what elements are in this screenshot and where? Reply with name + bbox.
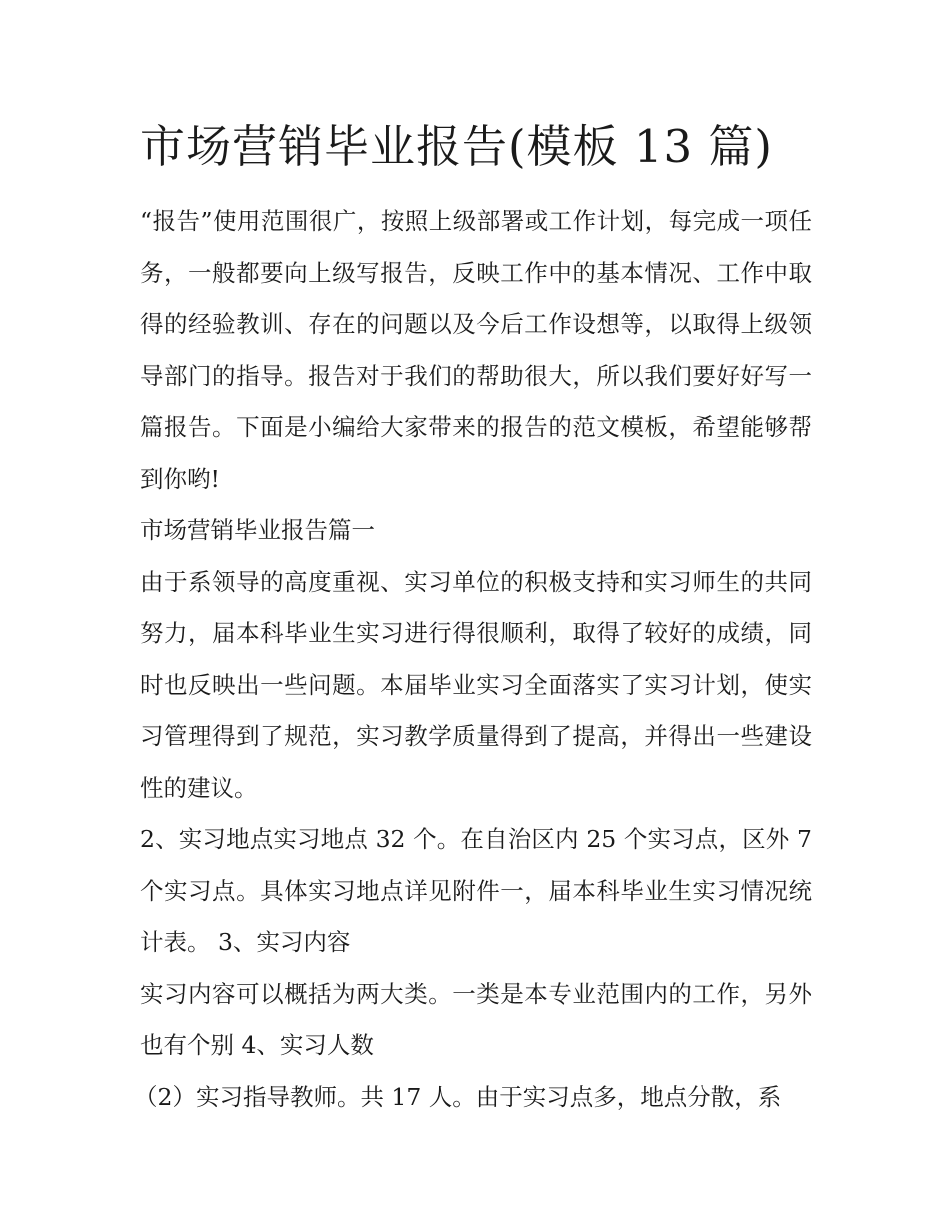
body-paragraph: （2）实习指导教师。共 17 人。由于实习点多，地点分散，系 — [134, 1082, 782, 1111]
document-title: 市场营销毕业报告(模板 13 篇) — [140, 120, 773, 173]
document-body — [134, 196, 812, 1123]
body-paragraph: 实习内容可以概括为两大类。一类是本专业范围内的工作，另外也有个别 4、实习人数 — [140, 979, 812, 1059]
body-paragraph: 由于系领导的高度重视、实习单位的积极支持和实习师生的共同努力，届本科毕业生实习进行得很顺利，取得了较好的成绩，同时也反映出一些问题。本届毕业实习全面落实了实习计划，使实习管理得到了规范，实习教学质量得到了提高，并得出一些建设性的建议。 — [140, 567, 812, 802]
body-paragraph: 2、实习地点实习地点 32 个。在自治区内 25 个实习点，区外 7 个实习点。具体实习地点详见附件一，届本科毕业生实习情况统计表。 3、实习内容 — [140, 825, 812, 956]
section-heading: 市场营销毕业报告篇一 — [140, 516, 375, 544]
intro-paragraph: “报告”使用范围很广，按照上级部署或工作计划，每完成一项任务，一般都要向上级写报告，反映工作中的基本情况、工作中取得的经验教训、存在的问题以及今后工作设想等，以取得上级领导部门的指导。报告对于我们的帮助很大，所以我们要好好写一篇报告。下面是小编给大家带来的报告的范文模板，希望能够帮到你哟! — [140, 207, 812, 493]
